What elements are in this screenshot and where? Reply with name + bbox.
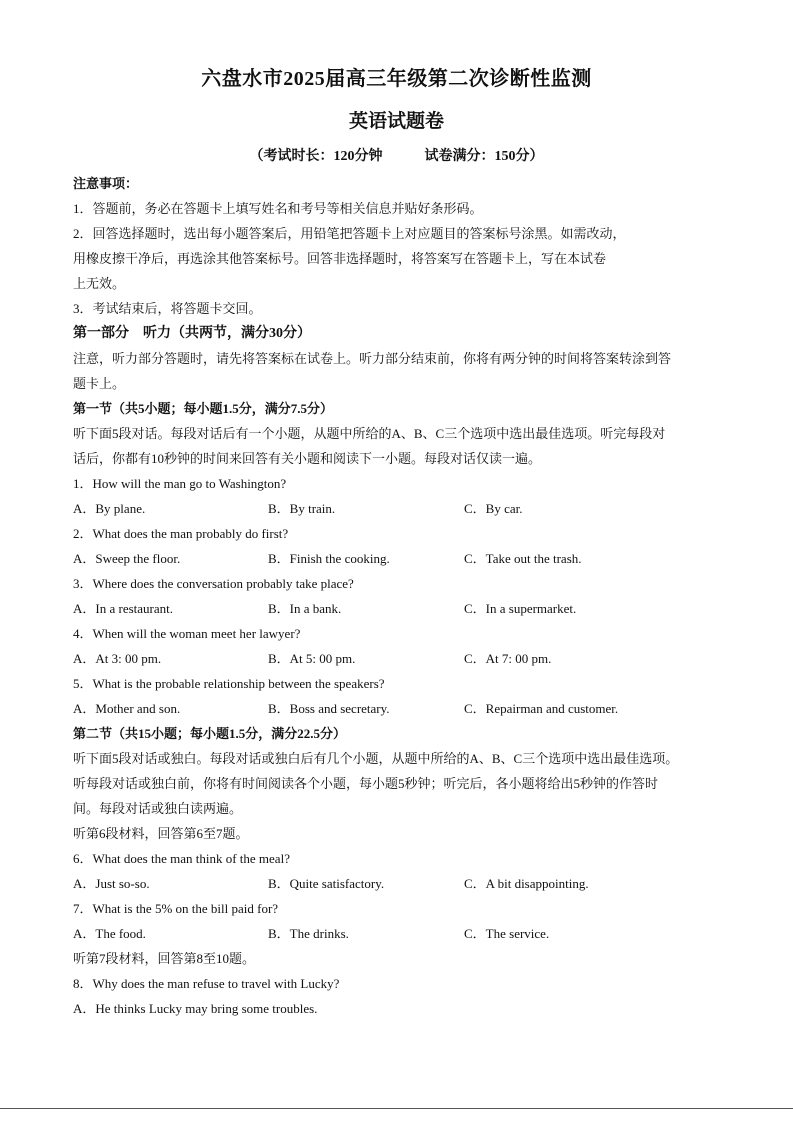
q4-option-c: C．At 7: 00 pm.: [464, 651, 552, 666]
question-3: 3．Where does the conversation probably take place?: [73, 576, 354, 591]
q1-option-b: B．By train.: [268, 501, 336, 516]
q1-option-c: C．By car.: [464, 501, 523, 516]
question-4: 4．When will the woman meet her lawyer?: [73, 626, 301, 641]
q1-option-a: A．By plane.: [73, 501, 146, 516]
page-bottom-rule: [0, 1108, 793, 1109]
section1-intro-line-2: 话后，你都有10秒钟的时间来回答有关小题和阅读下一小题。每段对话仅读一遍。: [73, 451, 542, 466]
q2-option-c: C．Take out the trash.: [464, 551, 582, 566]
question-5: 5．What is the probable relationship between the speakers?: [73, 676, 385, 691]
q7-option-c: C．The service.: [464, 926, 550, 941]
notice-item-3: 3．考试结束后，将答题卡交回。: [73, 301, 262, 316]
q4-option-b: B．At 5: 00 pm.: [268, 651, 356, 666]
q2-option-b: B．Finish the cooking.: [268, 551, 390, 566]
part1-intro-line-1: 注意，听力部分答题时，请先将答案标在试卷上。听力部分结束前，你将有两分钟的时间将答案转涂到答: [73, 351, 672, 366]
exam-title: 六盘水市2025届高三年级第二次诊断性监测: [201, 68, 592, 90]
part1-intro-line-2: 题卡上。: [73, 376, 126, 391]
q5-option-b: B．Boss and secretary.: [268, 701, 390, 716]
q5-option-a: A．Mother and son.: [73, 701, 181, 716]
section2-heading: 第二节（共15小题；每小题1.5分，满分22.5分）: [73, 726, 347, 741]
q6-option-b: B．Quite satisfactory.: [268, 876, 385, 891]
q6-option-c: C．A bit disappointing.: [464, 876, 589, 891]
question-7: 7．What is the 5% on the bill paid for?: [73, 901, 279, 916]
section1-heading: 第一节（共5小题；每小题1.5分，满分7.5分）: [73, 401, 334, 416]
q3-option-a: A．In a restaurant.: [73, 601, 173, 616]
exam-time: （考试时长：120分钟: [249, 149, 383, 164]
question-2: 2．What does the man probably do first?: [73, 526, 289, 541]
question-8: 8．Why does the man refuse to travel with Lucky?: [73, 976, 340, 991]
notice-item-2-line-3: 上无效。: [73, 276, 126, 291]
material-7-instruction: 听第7段材料，回答第8至10题。: [73, 951, 256, 966]
material-6-instruction: 听第6段材料，回答第6至7题。: [73, 826, 249, 841]
exam-subtitle: 英语试题卷: [348, 111, 444, 132]
q7-option-a: A．The food.: [73, 926, 146, 941]
q3-option-b: B．In a bank.: [268, 601, 342, 616]
part1-heading: 第一部分 听力（共两节，满分30分）: [73, 326, 311, 341]
q2-option-a: A．Sweep the floor.: [73, 551, 181, 566]
notice-item-2-line-2: 用橡皮擦干净后，再选涂其他答案标号。回答非选择题时，将答案写在答题卡上，写在本试卷: [73, 251, 607, 266]
q3-option-c: C．In a supermarket.: [464, 601, 577, 616]
exam-info: [0, 145, 793, 165]
q4-option-a: A．At 3: 00 pm.: [73, 651, 162, 666]
section2-intro-line-3: 间。每段对话或独白读两遍。: [73, 801, 243, 816]
full-score: 试卷满分：150分）: [424, 149, 544, 164]
notice-item-2-line-1: 2．回答选择题时，选出每小题答案后，用铅笔把答题卡上对应题目的答案标号涂黑。如需改动，: [73, 226, 626, 241]
q5-option-c: C．Repairman and customer.: [464, 701, 619, 716]
question-1: 1．How will the man go to Washington?: [73, 476, 287, 491]
section2-intro-line-2: 听每段对话或独白前，你将有时间阅读各个小题，每小题5秒钟；听完后，各小题将给出5秒钟的作答时: [73, 776, 659, 791]
q7-option-b: B．The drinks.: [268, 926, 349, 941]
notice-heading: 注意事项：: [73, 176, 139, 191]
question-6: 6．What does the man think of the meal?: [73, 851, 290, 866]
section1-intro-line-1: 听下面5段对话。每段对话后有一个小题，从题中所给的A、B、C三个选项中选出最佳选项。听完每段对: [73, 426, 666, 441]
q8-option-a: A．He thinks Lucky may bring some troubles.: [73, 1001, 318, 1016]
q6-option-a: A．Just so-so.: [73, 876, 150, 891]
notice-item-1: 1．答题前，务必在答题卡上填写姓名和考号等相关信息并贴好条形码。: [73, 201, 483, 216]
section2-intro-line-1: 听下面5段对话或独白。每段对话或独白后有几个小题，从题中所给的A、B、C三个选项中选出最佳选项。: [73, 751, 679, 766]
